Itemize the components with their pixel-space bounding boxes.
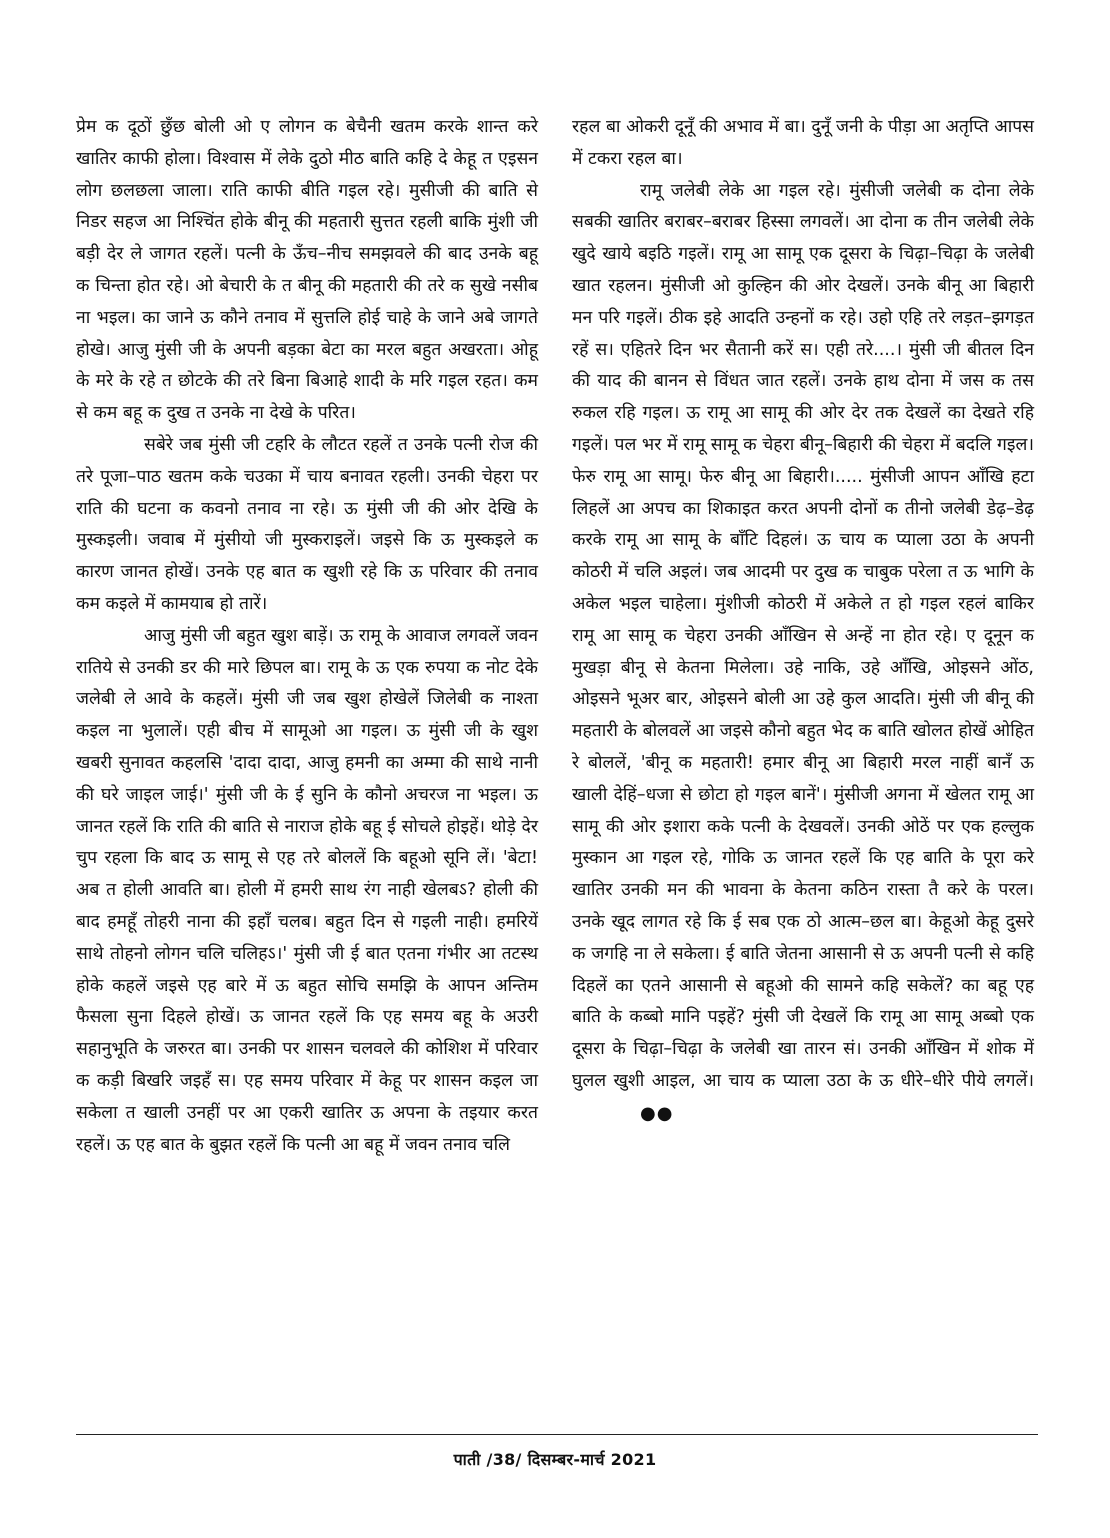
paragraph-final bbox=[572, 176, 1034, 1130]
paragraph: आजु मुंसी जी बहुत खुश बाड़ें। ऊ रामू के आवाज लगवलें जवन रातिये से उनकी डर की मारे छिपल बा। रामू के ऊ एक रुपया क नोट देके जलेबी ले आवे के कहलें। मुंसी जी जब खुश होखेलें जिलेबी क नाश्ता कइल ना भुलालें। एही बीच में सामूओ आ गइल। ऊ मुंसी जी के खुश खबरी सुनावत कहलसि 'दादा दादा, आजु हमनी का अम्मा की साथे नानी की घरे जाइल जाई।' मुंसी जी के ई सुनि के कौनो अचरज ना भइल। ऊ जानत रहलें कि राति की बाति से नाराज होके बहू ई सोचले होइहें। थोड़े देर चुप रहला कि बाद ऊ सामू से एह तरे बोललें कि बहूओ सूनि लें। 'बेटा! अब त होली आवति बा। होली में हमरी साथ रंग नाही खेलबऽ? होली की बाद हमहूँ तोहरी नाना की इहाँ चलब। बहुत दिन से गइली नाही। हमरियें साथे तोहनो लोगन चलि चलिहऽ।' मुंसी जी ई बात एतना गंभीर आ तटस्थ होके कहलें जइसे एह बारे में ऊ बहुत सोचि समझि के आपन अन्तिम फैसला सुना दिहले होखें। ऊ जानत रहलें कि एह समय बहू के अउरी सहानुभूति के जरुरत बा। उनकी पर शासन चलवले की कोशिश में परिवार क कड़ी बिखरि जइहँ स। एह समय परिवार में केहू पर शासन कइल जा सकेला त खाली उनहीं पर आ एकरी खातिर ऊ अपना के तइयार करत रहलें। ऊ एह बात के बुझत रहलें कि पत्नी आ बहू में जवन तनाव चलि bbox=[76, 625, 538, 1155]
paragraph: सबेरे जब मुंसी जी टहरि के लौटत रहलें त उनके पत्नी रोज की तरे पूजा–पाठ खतम कके चउका में चाय बनावत रहली। उनकी चेहरा पर राति की घटना क कवनो तनाव ना रहे। ऊ मुंसी जी की ओर देखि के मुस्कइली। जवाब में मुंसीयो जी मुस्कराइलें। जइसे कि ऊ मुस्कइले क कारण जानत होखें। उनके एह बात क खुशी रहे कि ऊ परिवार की तनाव कम कइले में कामयाब हो तारें। bbox=[76, 434, 538, 614]
paragraph-text: रामू जलेबी लेके आ गइल रहे। मुंसीजी जलेबी क दोना लेके सबकी खातिर बराबर–बराबर हिस्सा लगवलें। आ दोना क तीन जलेबी लेके खुदे खाये बइठि गइलें। रामू आ सामू एक दूसरा के चिढ़ा–चिढ़ा के जलेबी खात रहलन। मुंसीजी ओ कुल्हिन की ओर देखलें। उनके बीनू आ बिहारी मन परि गइलें। ठीक इहे आदति उन्हनों क रहे। उहो एहि तरे लड़त–झगड़त रहें स। एहितरे दिन भर सैतानी करें स। एही तरे....। मुंसी जी बीतल दिन की याद की बानन से विंधत जात रहलें। उनके हाथ दोना में जस क तस रुकल रहि गइल। ऊ रामू आ सामू की ओर देर तक देखलें का देखते रहि गइलें। पल भर में रामू सामू क चेहरा बीनू–बिहारी की चेहरा में बदलि गइल। फेरु रामू आ सामू। फेरु बीनू आ बिहारी।..... मुंसीजी आपन आँखि हटा लिहलें आ अपच का शिकाइत करत अपनी दोनों क तीनो जलेबी डेढ़–डेढ़ करके रामू आ सामू के बाँटि दिहलं। ऊ चाय क प्याला उठा के अपनी कोठरी में चलि अइलं। जब आदमी पर दुख क चाबुक परेला त ऊ भागि के अकेल भइल चाहेला। मुंशीजी कोठरी में अकेले त हो गइल रहलं बाकिर रामू आ सामू क चेहरा उनकी आँखिन से अन्हें ना होत रहे। ए दूनून क मुखड़ा बीनू से केतना मिलेला। उहे नाकि, उहे आँखि, ओइसने ओंठ, ओइसने भूअर बार, ओइसने बोली आ उहे कुल आदति। मुंसी जी बीनू की महतारी के बोलवलें आ जइसे कौनो बहुत भेद क बाति खोलत होखें ओहित रे बोललें, 'बीनू क महतारी! हमार बीनू आ बिहारी मरल नाहीं बानँ ऊ खाली देहिं–धजा से छोटा हो गइल बानें'। मुंसीजी अगना में खेलत रामू आ सामू की ओर इशारा कके पत्नी के देखवलें। उनकी ओठें पर एक हल्लुक मुस्कान आ गइल रहे, गोकि ऊ जानत रहलें कि एह बाति के पूरा करे खातिर उनकी मन की भावना के केतना कठिन रास्ता तै करे के परल। उनके खूद लागत रहे कि ई सब एक ठो आत्म–छल बा। केहूओ केहू दुसरे क जगहि ना ले सकेला। ई बाति जेतना आसानी से ऊ अपनी पत्नी से कहि दिहलें का एतने आसानी से बहूओ की सामने कहि सकेलें? का बहू एह बाति के कब्बो मानि पइहें? मुंसी जी देखलें कि रामू आ सामू अब्बो एक दूसरा के चिढ़ा–चिढ़ा के जलेबी खा तारन सं। उनकी आँखिन में शोक में घुलल खुशी आइल, आ चाय क प्याला उठा के ऊ धीरे–धीरे पीये लगलें। bbox=[572, 180, 1034, 1091]
footer-divider bbox=[76, 1434, 1038, 1435]
right-column bbox=[572, 112, 1034, 1130]
paragraph: रहल बा ओकरी दूनूँ की अभाव में बा। दुनूँ जनी के पीड़ा आ अतृप्ति आपस में टकरा रहल बा। bbox=[572, 117, 1034, 169]
left-column bbox=[76, 112, 538, 1161]
paragraph: प्रेम क दूठों छुँछ बोली ओ ए लोगन क बेचैनी खतम करके शान्त करे खातिर काफी होला। विश्वास में लेके दुठो मीठ बाति कहि दे केहू त एइसन लोग छलछला जाला। राति काफी बीति गइल रहे। मुसीजी की बाति से निडर सहज आ निश्चिंत होके बीनू की महतारी सुत्तत रहली बाकि मुंशी जी बड़ी देर ले जागत रहलें। पत्नी के ऊँच–नीच समझवले की बाद उनके बहू क चिन्ता होत रहे। ओ बेचारी के त बीनू की महतारी की तरे क सुखे नसीब ना भइल। का जाने ऊ कौने तनाव में सुत्तलि होई चाहे के जाने अबे जागते होखे। आजु मुंसी जी के अपनी बड़का बेटा का मरल बहुत अखरता। ओहू के मरे के रहे त छोटके की तरे बिना बिआहे शादी के मरि गइल रहत। कम से कम बहू क दुख त उनके ना देखे के परित। bbox=[76, 117, 538, 424]
page-footer: पाती /38/ दिसम्बर-मार्च 2021 bbox=[453, 1450, 657, 1469]
end-mark: ●● bbox=[640, 1102, 674, 1124]
